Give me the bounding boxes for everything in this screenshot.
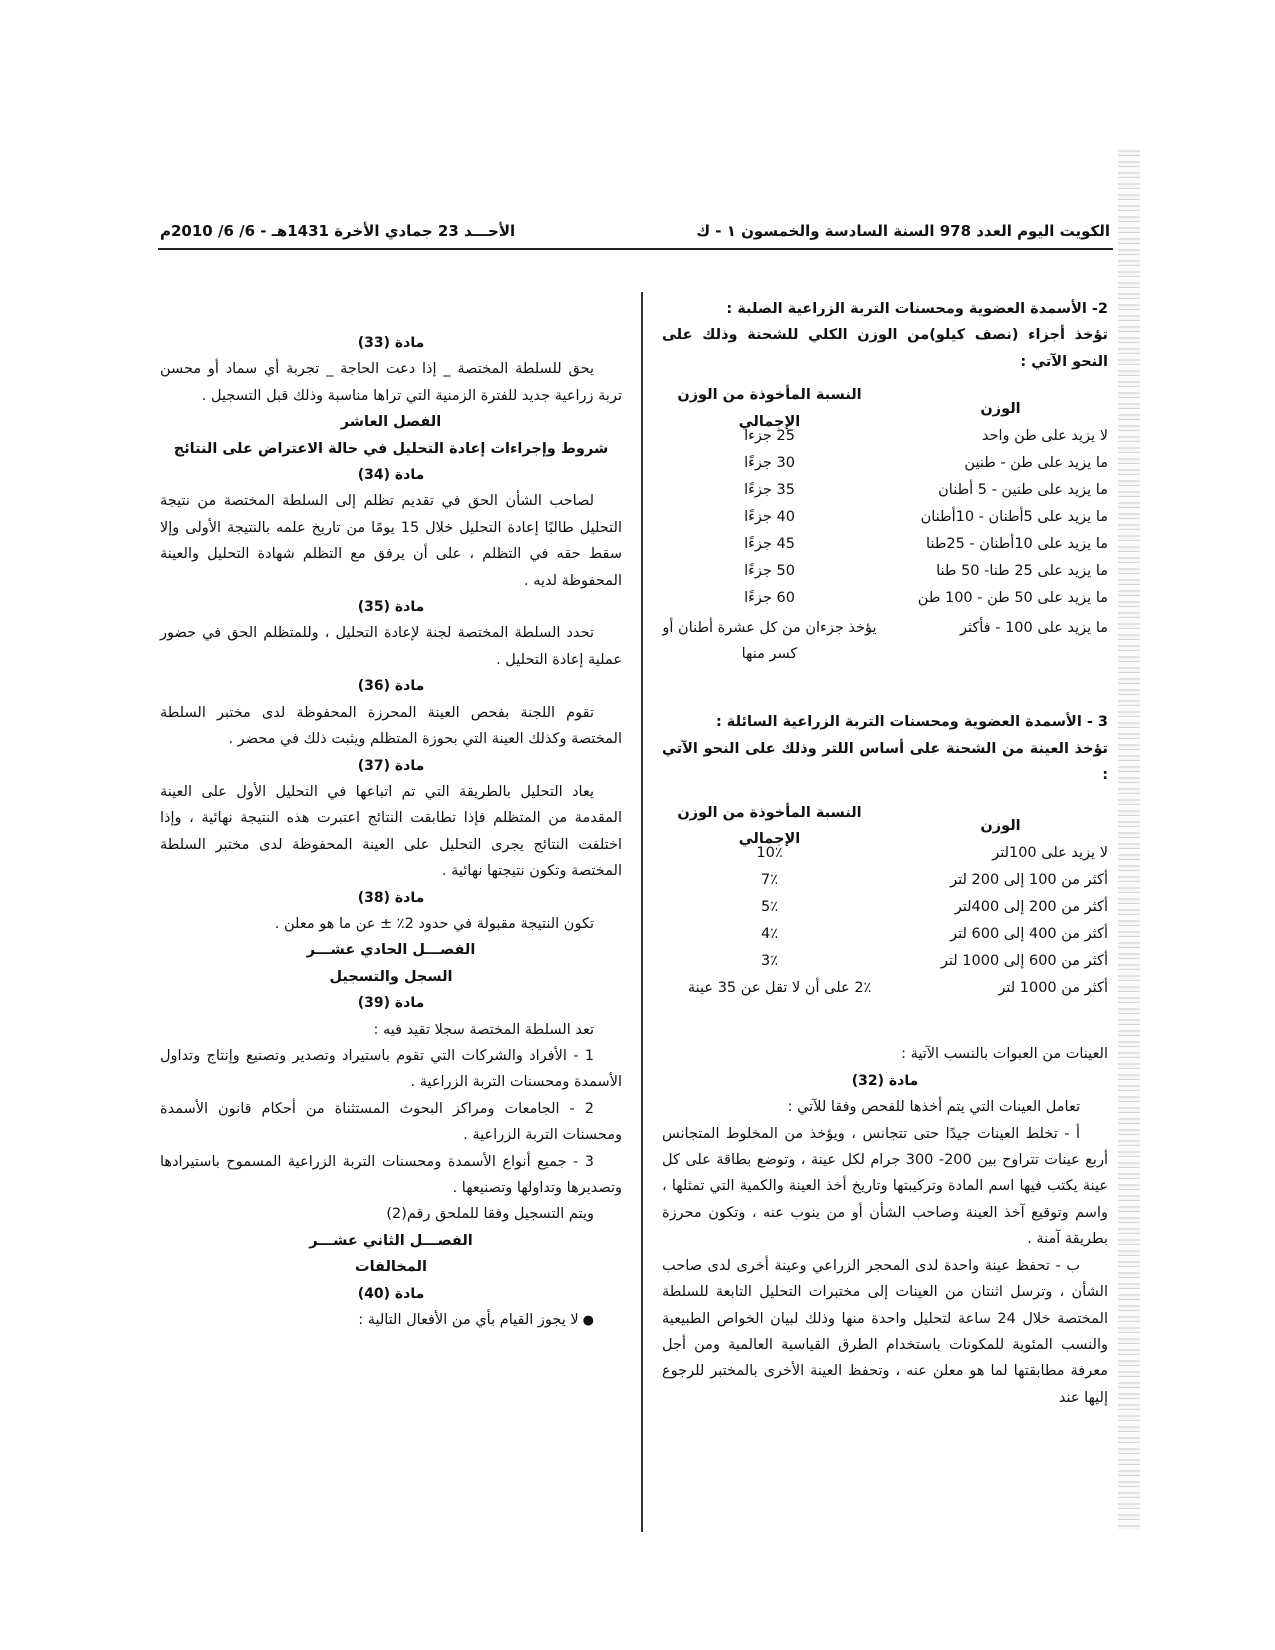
table-header-row bbox=[662, 804, 1108, 847]
article-34-text: لصاحب الشأن الحق في تقديم تظلم إلى السلطة المختصة من نتيجة التحليل طالبًا إعادة التحليل خلال 15 يومًا من تاريخ علمه بالنتيجة الأولى وإلا سقط حقه في التظلم ، على أن يرفق مع التظلم شهادة التحليل والعينة المحفوظة لديه . bbox=[160, 493, 622, 589]
table-row bbox=[662, 866, 1108, 893]
ratio-cell: 60 جزءًا bbox=[744, 589, 795, 606]
table-row bbox=[662, 584, 1108, 611]
ratio-cell: 10٪ bbox=[756, 844, 783, 861]
ratio-cell: 3٪ bbox=[760, 952, 778, 969]
article-39-item-2: 2 - الجامعات ومراكز البحوث المستثناة من أحكام قانون الأسمدة ومحسنات التربة الزراعية . bbox=[160, 1100, 622, 1144]
article-39-registration: ويتم التسجيل وفقا للملحق رقم(2) bbox=[386, 1206, 594, 1223]
article-40-heading: مادة (40) bbox=[357, 1285, 425, 1302]
table-header-ratio: النسبة المأخوذة من الوزن الإجمالي bbox=[677, 804, 862, 847]
header-left: الأحـــد 23 جمادي الأخرة 1431هـ - 6/ 6/ 2010م bbox=[160, 222, 516, 240]
right-column bbox=[662, 296, 1108, 1411]
article-39-heading: مادة (39) bbox=[357, 995, 425, 1012]
ratio-cell: 5٪ bbox=[760, 898, 778, 915]
weight-cell: ما يزيد على طنين - 5 أطنان bbox=[938, 481, 1108, 498]
article-39-item-1: 1 - الأفراد والشركات التي تقوم باستيراد وتصدير وتصنيع وإنتاج وتداول الأسمدة ومحسنات التربة الزراعية . bbox=[160, 1047, 622, 1091]
weight-cell: ما يزيد على طن - طنين bbox=[964, 454, 1108, 471]
samples-line: العينات من العبوات بالنسب الآتية : bbox=[901, 1046, 1108, 1063]
ratio-cell: يؤخذ جزءان من كل عشرة أطنان أو كسر منها bbox=[662, 620, 877, 663]
table-header-row bbox=[662, 387, 1108, 430]
weight-cell: لا يزيد على 100لتر bbox=[992, 844, 1108, 861]
article-36-text: تقوم اللجنة بفحص العينة المحرزة المحفوظة لدى مختبر السلطة المختصة وكذلك العينة التي بحوزة المتظلم ويثبت ذلك في محضر . bbox=[160, 704, 622, 748]
ratio-cell: 4٪ bbox=[760, 925, 778, 942]
table-row bbox=[662, 503, 1108, 530]
weight-cell: أكثر من 400 إلى 600 لتر bbox=[950, 925, 1108, 942]
weight-cell: ما يزيد على 10أطنان - 25طنا bbox=[926, 535, 1108, 552]
header-right: الكويت اليوم العدد 978 السنة السادسة والخمسون ١ - ك bbox=[696, 222, 1110, 240]
weight-cell: أكثر من 200 إلى 400لتر bbox=[954, 898, 1108, 915]
article-40-intro-line bbox=[160, 1307, 622, 1334]
chapter-12-title: المخالفات bbox=[355, 1259, 427, 1276]
section3-title: 3 - الأسمدة العضوية ومحسنات التربة الزراعية السائلة : bbox=[715, 714, 1108, 731]
article-37-text: يعاد التحليل بالطريقة التي تم اتباعها في التحليل الأول على العينة المقدمة من المتظلم فإذا تطابقت النتائج اعتبرت هذه النتيجة نهائية ، وإذا اختلفت النتائج يجرى التحليل على العينة المحفوظة لدى مختبر السلطة المختصة وتكون نتيجتها نهائية . bbox=[160, 783, 622, 880]
ratio-cell: 35 جزءًا bbox=[744, 481, 795, 498]
section3-intro: تؤخذ العينة من الشحنة على أساس اللتر وذلك على النحو الآتي : bbox=[662, 740, 1108, 784]
table-row bbox=[662, 557, 1108, 584]
chapter-11-heading: الفصـــل الحادي عشـــر bbox=[306, 942, 476, 959]
article-39-item-3: 3 - جميع أنواع الأسمدة ومحسنات التربة الزراعية المسموح باستيرادها وتصديرها وتداولها وتصنيعها . bbox=[160, 1153, 622, 1196]
article-38-text: تكون النتيجة مقبولة في حدود 2٪ ± عن ما هو معلن . bbox=[274, 915, 594, 932]
article-32-intro: تعامل العينات التي يتم أخذها للفحص وفقا للآتي : bbox=[787, 1099, 1080, 1116]
table-row bbox=[662, 893, 1108, 920]
weight-cell: ما يزيد على 5أطنان - 10أطنان bbox=[920, 508, 1108, 525]
table-row bbox=[662, 974, 1108, 1001]
article-35-heading: مادة (35) bbox=[357, 599, 425, 616]
page-header bbox=[160, 212, 1110, 240]
solid-sample-table bbox=[662, 387, 1108, 669]
article-36-heading: مادة (36) bbox=[357, 678, 425, 695]
table-row bbox=[662, 611, 1108, 669]
liquid-sample-table bbox=[662, 804, 1108, 1001]
article-34-heading: مادة (34) bbox=[357, 467, 425, 484]
weight-cell: لا يزيد على طن واحد bbox=[981, 427, 1108, 444]
table-header-ratio: النسبة المأخوذة من الوزن الإجمالي bbox=[677, 387, 862, 430]
table-row bbox=[662, 839, 1108, 866]
weight-cell: ما يزيد على 100 - فأكثر bbox=[959, 620, 1108, 637]
ratio-cell: 50 جزءًا bbox=[744, 562, 795, 579]
chapter-12-heading: الفصـــل الثاني عشـــر bbox=[309, 1232, 473, 1249]
ratio-cell: 2٪ على أن لا تقل عن 35 عينة bbox=[687, 979, 872, 996]
ratio-cell: 7٪ bbox=[760, 871, 778, 888]
ratio-cell: 40 جزءًا bbox=[744, 508, 795, 525]
article-35-text: تحدد السلطة المختصة لجنة لإعادة التحليل ، وللمتظلم الحق في حضور عملية إعادة التحليل . bbox=[160, 625, 622, 668]
table-row bbox=[662, 449, 1108, 476]
table-row bbox=[662, 530, 1108, 557]
section2-intro: تؤخذ أجزاء (نصف كيلو)من الوزن الكلي للشحنة وذلك على النحو الآتي : bbox=[662, 327, 1108, 370]
ratio-cell: 45 جزءًا bbox=[744, 535, 795, 552]
column-divider bbox=[641, 292, 643, 1532]
article-39-intro: تعد السلطة المختصة سجلا تقيد فيه : bbox=[373, 1021, 594, 1038]
article-37-heading: مادة (37) bbox=[357, 757, 425, 774]
article-32-item-b: ب - تحفظ عينة واحدة لدى المحجر الزراعي وعينة أخرى لدى صاحب الشأن ، وترسل اثنتان من العينات إلى مختبرات التحليل التابعة للسلطة المختصة خلال 24 ساعة لتحليل واحدة منها وذلك لبيان الخواص الطبيعية والنسب المئوية للمكونات باستخدام الطرق القياسية العالمية ومن أجل معرفة مطابقتها لما هو معلن عنه ، وتحفظ العينة الأخرى بالمختبر للرجوع إليها عند bbox=[662, 1257, 1108, 1406]
weight-cell: ما يزيد على 25 طنا- 50 طنا bbox=[936, 562, 1108, 579]
chapter-10-title: شروط وإجراءات إعادة التحليل في حالة الاعتراض على النتائج bbox=[173, 440, 609, 457]
article-32-item-a: أ - تخلط العينات جيدًا حتى تتجانس ، ويؤخذ من المخلوط المتجانس أربع عينات تتراوح بين 200- 300 جرام لكل عينة ، وتوضع بطاقة على كل عينة يكتب فيها اسم المادة وتركيبتها وتاريخ أخذ العينة والكمية التي تمثلها ، واسم وتوقيع آخذ العينة وصاحب الشأن أو من ينوب عنه ، وتكون محرزة بطريقة آمنة . bbox=[662, 1125, 1108, 1248]
weight-cell: ما يزيد على 50 طن - 100 طن bbox=[917, 589, 1108, 606]
table-row bbox=[662, 476, 1108, 503]
chapter-11-title: السجل والتسجيل bbox=[329, 968, 453, 985]
left-column bbox=[160, 330, 622, 1334]
chapter-10-heading: الفصل العاشر bbox=[340, 414, 442, 431]
article-40-intro: لا يجوز القيام بأي من الأفعال التالية : bbox=[358, 1312, 579, 1329]
table-row bbox=[662, 947, 1108, 974]
scan-edge-artifact bbox=[1118, 150, 1140, 1530]
ratio-cell: 25 جزءا bbox=[744, 427, 795, 444]
table-row bbox=[662, 920, 1108, 947]
weight-cell: أكثر من 100 إلى 200 لتر bbox=[950, 871, 1108, 888]
table-header-weight: الوزن bbox=[980, 400, 1021, 417]
table-header-weight: الوزن bbox=[980, 817, 1021, 834]
article-33-heading: مادة (33) bbox=[357, 335, 425, 351]
article-38-heading: مادة (38) bbox=[357, 889, 425, 906]
weight-cell: أكثر من 600 إلى 1000 لتر bbox=[940, 952, 1108, 969]
weight-cell: أكثر من 1000 لتر bbox=[998, 979, 1108, 996]
article-32-heading: مادة (32) bbox=[851, 1072, 919, 1089]
header-rule bbox=[158, 248, 1113, 250]
black-circle-bullet-icon: ● bbox=[582, 1313, 594, 1329]
table-row bbox=[662, 422, 1108, 449]
ratio-cell: 30 جزءًا bbox=[744, 454, 795, 471]
section2-title: 2- الأسمدة العضوية ومحسنات التربة الزراعية الصلبة : bbox=[726, 301, 1108, 317]
article-33-text: يحق للسلطة المختصة _ إذا دعت الحاجة _ تجربة أي سماد أو محسن تربة زراعية جديد للفترة الزمنية التي تراها مناسبة وذلك قبل التسجيل . bbox=[160, 361, 622, 404]
